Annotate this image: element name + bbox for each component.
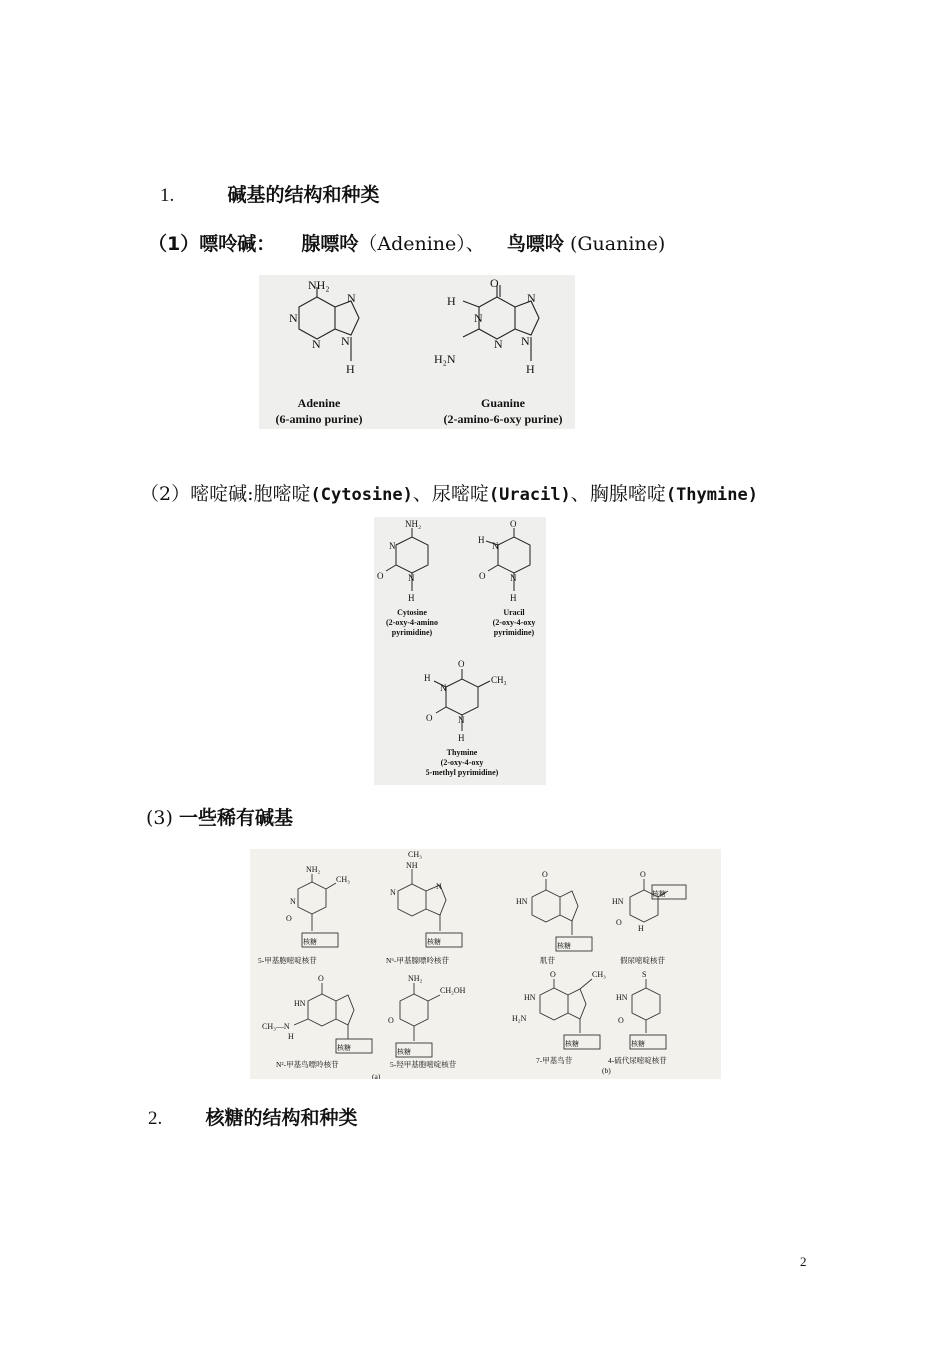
adenine-cn: 腺嘌呤	[301, 233, 359, 255]
uracil-en: (Uracil)	[488, 485, 571, 505]
guanine-h2n-label: H₂N	[434, 352, 456, 366]
rare-atom-label: O	[618, 1016, 624, 1025]
rare-atom-label: HN	[524, 993, 536, 1002]
adenine-caption: Adenine	[297, 396, 341, 410]
adenine-n9-label: N	[341, 334, 350, 348]
adenine-desc: (6-amino purine)	[275, 412, 363, 426]
section-1-heading	[160, 180, 380, 207]
rare-base-caption: 5-羟甲基胞嘧啶核苷	[390, 1060, 457, 1069]
guanine-h1-label: H	[447, 294, 456, 308]
ribose-box-label: 核糖	[652, 890, 666, 898]
adenine-h-label: H	[346, 362, 355, 376]
guanine-en: (Guanine)	[569, 233, 666, 255]
cytosine-nh2-label: NH₂	[405, 519, 422, 529]
pyrimidine-structures-diagram	[374, 517, 546, 785]
cytosine-o-label: O	[377, 571, 384, 581]
rare-atom-label: NH₂	[306, 865, 321, 874]
guanine-n9-label: N	[521, 334, 530, 348]
separator: 、	[412, 483, 432, 505]
ribose-box-label: 核糖	[557, 942, 571, 950]
section-1-title: 碱基的结构和种类	[227, 184, 380, 206]
thymine-h3-label: H	[424, 673, 431, 683]
section-2-heading	[148, 1103, 358, 1130]
rare-atom-label: H	[288, 1032, 294, 1041]
guanine-desc: (2-amino-6-oxy purine)	[443, 412, 563, 426]
thymine-desc-2: 5-methyl pyrimidine)	[425, 768, 499, 777]
rare-atom-label: O	[550, 970, 556, 979]
rare-atom-label: CH₃	[592, 970, 606, 979]
panel-b-label: (b)	[602, 1066, 611, 1075]
section-2-number: 2.	[148, 1108, 163, 1129]
rare-atom-label: CH₃	[408, 850, 422, 859]
rare-base-caption: 5-甲基胞嘧啶核苷	[258, 956, 317, 965]
rare-atom-label: O	[640, 870, 646, 879]
thymine-cn: 胸腺嘧啶	[589, 483, 666, 505]
uracil-n1-label: N	[510, 573, 517, 583]
guanine-h-label: H	[526, 362, 535, 376]
rare-atom-label: HN	[516, 897, 528, 906]
rare-atom-label: O	[616, 918, 622, 927]
purine-structures-diagram	[259, 275, 575, 429]
uracil-h-label: H	[510, 593, 517, 603]
rare-bases-heading	[146, 803, 293, 830]
purine-line	[148, 229, 665, 256]
purine-prefix: （1）	[148, 233, 200, 255]
thymine-en: (Thymine)	[665, 485, 758, 505]
thymine-n3-label: N	[440, 683, 447, 693]
rare-bases-diagram	[250, 849, 721, 1079]
adenine-en: （Adenine）、	[358, 233, 485, 255]
adenine-n7-label: N	[347, 291, 356, 305]
ribose-box-label: 核糖	[565, 1040, 579, 1048]
guanine-n3-label: N	[494, 337, 503, 351]
rare-atom-label: O	[286, 914, 292, 923]
ribose-box-label: 核糖	[397, 1048, 411, 1056]
rare-atom-label: N	[390, 888, 396, 897]
pyrimidine-label: 嘧啶碱:	[190, 483, 254, 505]
rare-base-caption: 肌苷	[540, 956, 555, 965]
ribose-box-label: 核糖	[303, 938, 317, 946]
cytosine-n-label: N	[389, 541, 396, 551]
pyrimidine-prefix: （2）	[140, 483, 191, 505]
rare-atom-label: NH	[406, 861, 418, 870]
rare-atom-label: HN	[612, 897, 624, 906]
thymine-h-label: H	[458, 733, 465, 743]
rare-atom-label: O	[542, 870, 548, 879]
uracil-caption: Uracil	[503, 608, 525, 617]
cytosine-desc-2: pyrimidine)	[391, 628, 433, 637]
thymine-desc-1: (2-oxy-4-oxy	[440, 758, 484, 767]
rare-atom-label: O	[388, 1016, 394, 1025]
rare-prefix: (3)	[146, 807, 173, 829]
rare-base-caption: N⁶-甲基腺嘌呤核苷	[386, 956, 450, 965]
rare-bases-figure	[250, 849, 721, 1079]
cytosine-en: (Cytosine)	[310, 485, 413, 505]
thymine-o4-label: O	[458, 659, 465, 669]
adenine-n1-label: N	[289, 311, 298, 325]
guanine-cn: 鸟嘌呤	[506, 233, 564, 255]
cytosine-n1-label: N	[408, 573, 415, 583]
uracil-n3-label: N	[492, 541, 499, 551]
purine-label: 嘌呤碱：	[199, 233, 276, 255]
rare-atom-label: CH₃—N	[262, 1022, 290, 1031]
guanine-n7-label: N	[527, 291, 536, 305]
cytosine-h-label: H	[408, 593, 415, 603]
rare-atom-label: H₂N	[512, 1014, 527, 1023]
thymine-ch3-label: CH₃	[491, 675, 507, 685]
guanine-o-label: O	[490, 276, 499, 290]
pyrimidine-line	[140, 479, 758, 506]
cytosine-desc-1: (2-oxy-4-amino	[386, 618, 438, 627]
pyrimidine-figure	[374, 517, 546, 785]
separator: 、	[570, 483, 590, 505]
rare-atom-label: CH₂OH	[440, 986, 466, 995]
rare-atom-label: N	[436, 882, 442, 891]
rare-atom-label: H	[638, 924, 644, 933]
rare-base-caption: 4-硫代尿嘧啶核苷	[608, 1056, 667, 1065]
rare-base-caption: N²-甲基鸟嘌呤核苷	[276, 1060, 339, 1069]
uracil-desc-1: (2-oxy-4-oxy	[492, 618, 536, 627]
uracil-h3-label: H	[478, 535, 485, 545]
ribose-box-label: 核糖	[631, 1040, 645, 1048]
guanine-caption: Guanine	[480, 396, 526, 410]
rare-atom-label: S	[642, 970, 647, 979]
rare-title: 一些稀有碱基	[178, 807, 293, 829]
uracil-cn: 尿嘧啶	[431, 483, 489, 505]
rare-atom-label: CH₃	[336, 875, 350, 884]
adenine-n3-label: N	[312, 337, 321, 351]
thymine-caption: Thymine	[446, 748, 478, 757]
section-2-title: 核糖的结构和种类	[205, 1107, 358, 1129]
adenine-nh2-label: NH₂	[308, 278, 330, 292]
page-number: 2	[800, 1254, 807, 1269]
cytosine-caption: Cytosine	[397, 608, 427, 617]
rare-atom-label: NH₂	[408, 974, 423, 983]
rare-atom-label: O	[318, 974, 324, 983]
panel-a-label: (a)	[372, 1072, 381, 1079]
rare-atom-label: HN	[616, 993, 628, 1002]
rare-atom-label: HN	[294, 999, 306, 1008]
purine-figure	[259, 275, 575, 429]
rare-base-caption: 7-甲基鸟苷	[536, 1056, 573, 1065]
cytosine-cn: 胞嘧啶	[253, 483, 311, 505]
section-1-number: 1.	[160, 185, 175, 206]
guanine-n1-label: N	[474, 311, 483, 325]
uracil-desc-2: pyrimidine)	[493, 628, 535, 637]
ribose-box-label: 核糖	[337, 1044, 351, 1052]
uracil-o2-label: O	[479, 571, 486, 581]
rare-base-caption: 假尿嘧啶核苷	[620, 956, 665, 965]
rare-atom-label: N	[290, 897, 296, 906]
thymine-n1-label: N	[458, 715, 465, 725]
uracil-o4-label: O	[510, 519, 517, 529]
thymine-o2-label: O	[426, 713, 433, 723]
ribose-box-label: 核糖	[427, 938, 441, 946]
